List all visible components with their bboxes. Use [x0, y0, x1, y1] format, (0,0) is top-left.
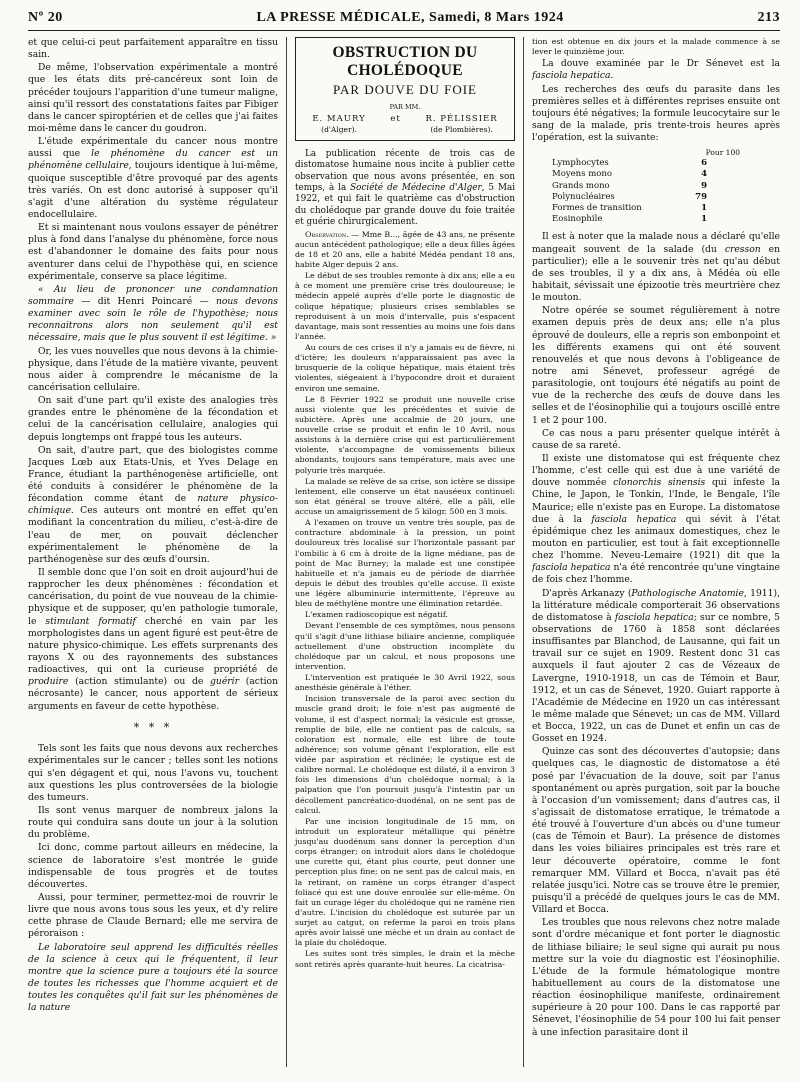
author-name: R. PÉLISSIER [425, 113, 498, 124]
author-name: E. MAURY [312, 113, 366, 124]
paragraph: Le 8 Février 1922 se produit une nouvelle crise aussi violente que les précédentes et suivie de subictère. Après une accalmie de 20 jours, une nouvelle crise se produit et enfin le 10 Avril, nous assistons à la dernière crise qui est particulièrement violente, s'accompagne de vomissements bilieux abondants, toujours sans température, mais avec une polyurie très marquée. [295, 394, 515, 475]
byline-label: PAR MM. [389, 102, 421, 111]
formula-row: Eosinophile 1 [552, 214, 707, 225]
paragraph: Aussi, pour terminer, permettez-moi de rouvrir le livre que nous avons tous sous les yeux, et d'y relire cette phrase de Claude Bernard; elle me servira de péroraison : [28, 891, 278, 940]
paragraph: Devant l'ensemble de ces symptômes, nous pensons qu'il s'agit d'une lithiase biliaire ancienne, compliquée actuellement d'une obstruction incomplète du cholédoque par un calcul, et nous proposons une intervention. [295, 621, 515, 671]
paragraph: Notre opérée se soumet régulièrement à notre examen depuis près de deux ans; elle n'a plus éprouvé de douleurs, elle a repris son embonpoint et les différents examens qui ont été souvent renouvelés et que nous devons à l'obligeance de notre ami Sénevet, professeur agrégé de parasitologie, ont toujours été négatifs au point de vue de la recherche des œufs de douve dans les selles et de l'éosinophilie qui a toujours oscillé entre 1 et 2 pour 100. [532, 305, 780, 426]
paragraph: Les recherches des œufs du parasite dans les premières selles et à différentes reprises ensuite ont toujours été négatives; la formule leucocytaire sur le sang de la malade, pris trente-trois heures après l'opération, est la suivante: [532, 83, 780, 144]
paragraph: Quinze cas sont des découvertes d'autopsie; dans quelques cas, le diagnostic de distomatose a été posé par l'évacuation de la douve, soit par l'anus spontanément ou après purgation, soit par la bouche à l'occasion d'un vomissement; dans d'autres cas, il s'agissait de distomatose erratique, le trématode a été trouvé à l'ouverture d'un abcès ou d'une tumeur (cas de Témoin et Baur). La présence de distomes dans les voies biliaires principales est très rare et leur découverte opératoire, comme le font remarquer MM. Villard et Bocca, n'avait pas été relatée jusqu'ici. Notre cas se trouve être le premier, puisqu'il a précédé de quelques jours le cas de MM. Villard et Bocca. [532, 746, 780, 916]
authors [300, 114, 510, 135]
paragraph: La douve examinée par le Dr Sénevet est la fasciola hepatica. [532, 58, 780, 82]
formula-row: Polynucléaires 79 [552, 191, 707, 202]
paragraph: Ici donc, comme partout ailleurs en médecine, la science de laboratoire s'est montrée le guide indispensable de tous progrès et de toutes découvertes. [28, 842, 278, 890]
columns [28, 37, 780, 1067]
observation [295, 230, 515, 970]
formula-header: Pour 100 [705, 148, 740, 158]
paragraph: tion est obtenue en dix jours et la malade commence à se lever le quinzième jour. [532, 37, 780, 57]
paragraph: Les troubles que nous relevons chez notre malade sont d'ordre mécanique et font porter le diagnostic de lithiase biliaire; le seul signe qui aurait pu nous mettre sur la voie du diagnostic est l'éosinophilie. L'étude de la formule hématologique montre habituellement au cours de la distomatose une réaction éosinophilique manifeste, ordinairement supérieure à 20 pour 100. Dans le cas rapporté par Sénevet, l'éosinophilie de 54 pour 100 lui fait penser à une infection parasitaire dont il [532, 917, 780, 1038]
paragraph: La publication récente de trois cas de distomatose humaine nous incite à publier cette observation que nous avons présentée, en son temps, à la Société de Médecine d'Alger, 5 Mai 1922, et qui fait le quatrième cas d'obstruction du cholédoque par grande douve du foie traitée et guérie chirurgicalement. [295, 148, 516, 228]
formula-row: Moyens mono 4 [552, 169, 707, 180]
paragraph: et que celui-ci peut parfaitement apparaître en tissu sain. [28, 37, 278, 61]
paragraph: Il semble donc que l'on soit en droit aujourd'hui de rapprocher les deux phénomènes : fécondation et cancérisation, du point de vue nouveau de la chimie-physique et de supposer, qu'en pathologie tumorale, le stimulant formatif cherché en vain par les morphologistes dans un agent figuré est peut-être de nature physico-chimique. Les effets surprenants des rayons X ou des rayonnements des substances radioactives, qui ont la curieuse propriété de produire (action stimulante) ou de guérir (action nécrosante) le cancer, nous apportent de sérieux arguments en faveur de cette hypothèse. [28, 567, 278, 712]
paragraph: L'examen radioscopique est négatif. [305, 610, 448, 620]
paragraph: Et si maintenant nous voulons essayer de pénétrer plus à fond dans l'analyse du phénomène, force nous est d'abandonner le domaine des faits pour nous aventurer dans celui de l'hypothèse qui, en science expérimentale, conserve sa place légitime. [28, 222, 278, 282]
formula-row: Grands mono 9 [552, 180, 707, 191]
author-location: (d'Alger). [321, 125, 357, 134]
paragraph: A l'examen on trouve un ventre très souple, pas de contracture abdominale à la pression, un point douloureux très localisé sur l'horizontale passant par l'ombilic à 6 cm à droite de la ligne médiane, pas de point de Mac Burney; la malade est une constipée habituelle et n'a jamais eu de période de diarrhée depuis le début des troubles qu'elle accuse. Il existe une légère albuminurie intermittente, l'épreuve au bleu de méthylène montre une élimination retardée. [295, 518, 515, 609]
issue-number: Nº 20 [28, 10, 63, 25]
paragraph: Les suites sont très simples, le drain et la mèche sont retirés après quarante-huit heures. La cicatrisa- [295, 949, 515, 969]
formula-row: Lymphocytes 6 [552, 158, 707, 169]
column-middle [286, 37, 524, 1067]
author-conjunction: et [390, 113, 401, 124]
paragraph: Il existe une distomatose qui est fréquente chez l'homme, c'est celle qui est due à une variété de douve nommée clonorchis sinensis qui infeste la Chine, le Japon, le Tonkin, l'Inde, le Bengale, l'île Maurice; elle n'existe pas en Europe. La distomatose due à la fasciola hepatica qui sévit à l'état épidémique chez les animaux domestiques, chez le mouton en particulier, est tout à fait exceptionnelle chez l'homme. Neveu-Lemaire (1921) dit que la fasciola hepatica n'a été rencontrée qu'une vingtaine de fois chez l'homme. [532, 452, 780, 586]
quote-claude-bernard: Le laboratoire seul apprend les difficultés réelles de la science à ceux qui le fréquentent, il leur montre que la science pure a toujours été la source de toutes les richesses que l'homme acquiert et de toutes les conquêtes qu'il fait sur les phénomènes de la nature [28, 941, 278, 1014]
article-header [295, 37, 515, 141]
paragraph: D'après Arkanazy (Pathologische Anatomie, 1911), la littérature médicale comporterait 36 observations de distomatose à fasciola hepatica; sur ce nombre, 5 observations de 1760 à 1858 sont déclarées insuffisantes par Blanchod, de Lausanne, qui fait un travail sur ce sujet en 1909. Restent donc 31 cas auxquels il faut ajouter 2 cas de Vézeaux de Lavergne, 1910-1918, un cas de Témoin et Baur, 1912, et un cas de Sénevet, 1920. Guiart rapporte à l'Académie de Médecine en 1920 un cas intéressant le même malade que Sénevet; un cas de MM. Villard et Bocca, 1922, un cas de Dunet et enfin un cas de Gosset en 1924. [532, 587, 780, 745]
author [312, 114, 365, 135]
author [425, 114, 497, 135]
paragraph: L'étude expérimentale du cancer nous montre aussi que le phénomène du cancer est un phénomène cellulaire, toujours identique à lui-même, quoique susceptible d'être provoqué par des agents très variés. On est donc autorisé à supposer qu'il s'agit d'une altération du système régulateur endocellulaire. [28, 136, 278, 220]
paragraph: Tels sont les faits que nous devons aux recherches expérimentales sur le cancer ; telles sont les notions qui s'en dégagent et qui, nous l'avons vu, touchent aux questions les plus controversées de la biologie des tumeurs. [28, 743, 278, 803]
article-subtitle: PAR DOUVE DU FOIE [332, 81, 477, 97]
leukocyte-formula [552, 148, 780, 225]
paragraph: On sait, d'autre part, que des biologistes comme Jacques Lœb aux Etats-Unis, et Yves Delage en France, étudiant la parthénogenèse artificielle, ont été conduits à considérer le phénomène de la fécondation comme étant de nature physico-chimique. Ces auteurs ont montré en effet qu'en modifiant la concentration du milieu, c'est-à-dire de l'eau de mer, on pouvait déclencher expérimentalement le phénomène de la parthénogenèse sur des œufs d'oursin. [28, 444, 278, 565]
paragraph: Il est à noter que la malade nous a déclaré qu'elle mangeait souvent de la salade (du cresson en particulier); elle a le souvenir très net qu'au début de ses troubles, il y a dix ans, à Médéa où elle habitait, sévissait une épizootie très meurtrière chez le mouton. [532, 231, 780, 304]
paragraph: Incision transversale de la paroi avec section du muscle grand droit; le foie n'est pas augmenté de volume, il est d'aspect normal; la vésicule est grosse, remplie de bile, elle ne contient pas de calculs, sa coloration est normale, elle est libre de toute adhérence; son volume gênant l'exploration, elle est vidée par aspiration et réclinée; le cystique est de calibre normal. Le cholédoque est dilaté, il a environ 3 fois les dimensions d'un cholédoque normal; à la palpation que l'on poursuit jusqu'à l'intestin par un décollement pancréatico-duodénal, on ne sent pas de calcul. [295, 694, 515, 815]
column-right [532, 37, 780, 1067]
article-title: OBSTRUCTION DU CHOLÉDOQUE [332, 44, 478, 79]
paragraph: Ils sont venus marquer de nombreux jalons la route qui conduira sans doute un jour à la solution du problème. [28, 804, 278, 841]
paragraph: Au cours de ces crises il n'y a jamais eu de fièvre, ni d'ictère; les douleurs n'apparaissaient pas avec la brusquerie de la colique hépatique, mais étaient très violentes, siégeaient à l'hypocondre droit et duraient environ une semaine. [295, 343, 515, 393]
page-number: 213 [757, 10, 780, 25]
paragraph: Par une incision longitudinale de 15 mm, on introduit un explorateur métallique qui pénètre jusqu'au duodénum sans donner la perception d'un corps étranger; on introduit alors dans le cholédoque une curette qui, étant plus courte, peut donner une perception plus fine; on ne sent pas de calcul mais, en la retirant, on ramène un corps étranger d'aspect foliacé qui est une douve enroulée sur elle-même. On fait un curage léger du cholédoque qui ne ramène rien d'autre. L'incision du cholédoque est suturée par un surjet au catgut, on referme la paroi en trois plans après avoir laissé une mèche et un drain au contact de la plaie du cholédoque. [295, 816, 515, 948]
running-header [28, 10, 780, 31]
author-location: (de Plombières). [430, 125, 493, 134]
paragraph: Le début de ses troubles remonte à dix ans; elle a eu à ce moment une première crise très douloureuse; le médecin appelé auprès d'elle porte le diagnostic de colique hépatique; plusieurs crises semblables se reproduisent à un mois d'intervalle, puis s'espacent davantage, mais sont ressenties au moins une fois dans l'année. [295, 271, 515, 341]
paragraph: Or, les vues nouvelles que nous devons à la chimie-physique, dans l'étude de la matière vivante, peuvent nous aider à comprendre le mécanisme de la cancérisation cellulaire. [28, 345, 278, 393]
paragraph: L'intervention est pratiquée le 30 Avril 1922, sous anesthésie générale à l'éther. [295, 673, 515, 693]
paragraph: La malade se relève de sa crise, son ictère se dissipe lentement, elle conserve un état nauséeux continuel: son état général se trouve altéré, elle a pâli, elle accuse un amaigrissement de 5 kilogr. 500 en 3 mois. [295, 476, 515, 517]
paragraph: Ce cas nous a paru présenter quelque intérêt à cause de sa rareté. [532, 427, 780, 451]
column-left [28, 37, 278, 1067]
formula-row: Formes de transition 1 [552, 203, 707, 213]
paragraph: De même, l'observation expérimentale a montré que les états dits pré-cancéreux sont loin de précéder toujours l'apparition d'une tumeur maligne, ainsi qu'il ressort des constatations faites par Fibiger dans le cancer spiroptérien et de celles que j'ai faites moi-même dans le cancer du goudron. [28, 62, 278, 134]
paragraph: On sait d'une part qu'il existe des analogies très grandes entre le phénomène de la fécondation et celui de la cancérisation cellulaire, analogies qui depuis longtemps ont frappé tous les auteurs. [28, 395, 278, 443]
journal-title: LA PRESSE MÉDICALE, Samedi, 8 Mars 1924 [256, 10, 564, 25]
quote-poincare: « Au lieu de prononcer une condamnation sommaire — dit Henri Poincaré — nous devons examiner avec soin le rôle de l'hypothèse; nous reconnaitrons alors non seulement qu'il est nécessaire, mais que le plus souvent il est légitime. » [28, 283, 278, 344]
paragraph: Observation. — Mme B..., âgée de 43 ans, ne présente aucun antécédent pathologique; elle a deux filles âgées de 18 et 20 ans, elle a habité Médéa pendant 18 ans, habite Alger depuis 2 ans. [295, 229, 515, 270]
section-separator: * * * [133, 720, 173, 734]
